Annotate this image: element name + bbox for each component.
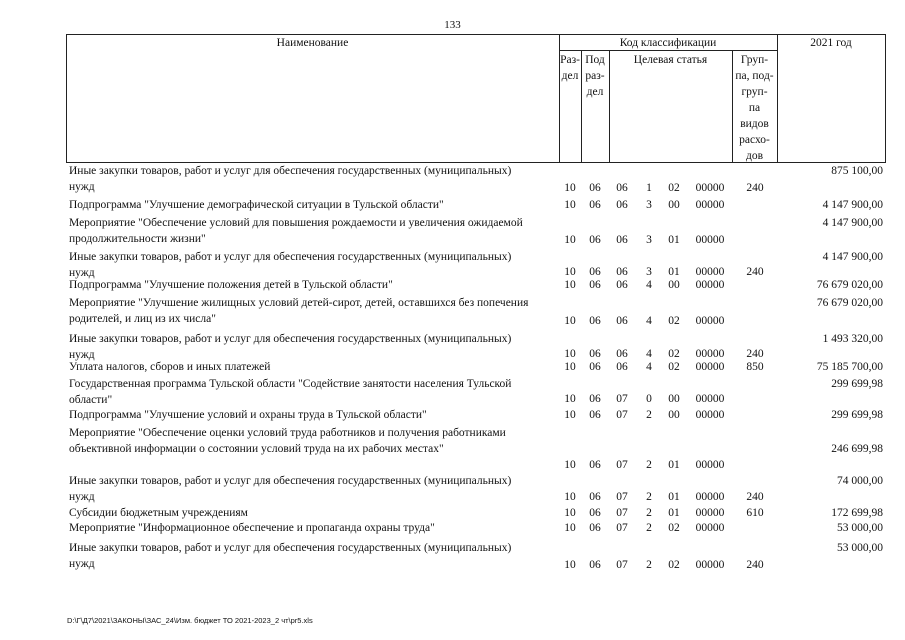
page-number: 133 [444,19,461,31]
row-code-p: 06 [589,315,601,327]
table-row [0,198,905,215]
row-name: Иные закупки товаров, работ и услуг для обеспечения государственных (муниципальных) нужд [69,251,512,279]
row-code-r: 10 [564,393,576,405]
row-code-d: 00000 [695,507,725,519]
row-code-c: 02 [668,315,680,327]
header-year: 2021 год [810,37,852,49]
row-code-d: 00000 [695,182,725,194]
row-amount: 299 699,98 [831,409,883,421]
header-divider [777,34,778,163]
table-header [0,34,905,163]
row-code-c: 02 [668,559,680,571]
row-code-p: 06 [589,491,601,503]
table-row [0,250,905,280]
row-amount: 4 147 900,00 [822,199,883,211]
row-amount: 76 679 020,00 [816,279,883,291]
row-code-a: 06 [616,279,628,291]
row-code-c: 01 [668,234,680,246]
row-code-b: 2 [646,491,652,503]
row-code-a: 07 [616,393,628,405]
row-code-p: 06 [589,199,601,211]
row-code-r: 10 [564,507,576,519]
row-code-r: 10 [564,315,576,327]
row-code-a: 06 [616,315,628,327]
row-code-c: 00 [668,409,680,421]
table-row [0,474,905,505]
row-code-a: 06 [616,234,628,246]
row-code-r: 10 [564,279,576,291]
row-code-p: 06 [589,361,601,373]
row-name: Мероприятие "Обеспечение оценки условий труда работников и получения работниками объективной информации о состоянии условий труда на их рабочих местах" [69,427,506,455]
row-code-c: 02 [668,361,680,373]
row-amount: 4 147 900,00 [822,217,883,229]
row-code-b: 4 [646,348,652,360]
row-code-b: 4 [646,361,652,373]
row-name: Иные закупки товаров, работ и услуг для обеспечения государственных (муниципальных) нужд [69,542,512,570]
row-name: Иные закупки товаров, работ и услуг для обеспечения государственных (муниципальных) нужд [69,333,512,361]
row-code-g: 240 [746,266,764,278]
row-code-d: 00000 [695,199,725,211]
table-row [0,377,905,407]
table-row [0,426,905,473]
row-name: Подпрограмма "Улучшение демографической ситуации в Тульской области" [69,199,444,211]
row-code-g: 850 [746,361,764,373]
table-row [0,408,905,425]
row-code-p: 06 [589,522,601,534]
row-code-r: 10 [564,361,576,373]
row-code-a: 06 [616,199,628,211]
row-code-g: 240 [746,491,764,503]
row-code-r: 10 [564,522,576,534]
row-name: Мероприятие "Улучшение жилищных условий детей-сирот, детей, оставшихся без попечения родителей, и лиц из их числа" [69,297,529,325]
row-code-b: 3 [646,234,652,246]
row-code-p: 06 [589,348,601,360]
row-code-a: 07 [616,459,628,471]
row-code-c: 01 [668,507,680,519]
row-code-b: 2 [646,409,652,421]
header-name: Наименование [276,37,349,49]
row-code-d: 00000 [695,266,725,278]
row-code-r: 10 [564,266,576,278]
row-code-b: 2 [646,559,652,571]
row-code-r: 10 [564,459,576,471]
row-name: Уплата налогов, сборов и иных платежей [69,361,271,373]
header-left-border [66,34,67,163]
row-code-d: 00000 [695,361,725,373]
row-code-p: 06 [589,409,601,421]
table-row [0,360,905,377]
row-code-d: 00000 [695,491,725,503]
header-right-border [885,34,886,163]
header-group: Груп- па, под- груп- па видов расхо- дов [735,54,774,162]
row-code-r: 10 [564,559,576,571]
row-code-g: 240 [746,348,764,360]
row-code-p: 06 [589,507,601,519]
header-podrazdel: Под раз- дел [585,54,605,98]
row-code-p: 06 [589,234,601,246]
table-row [0,506,905,521]
row-code-d: 00000 [695,459,725,471]
row-name: Подпрограмма "Улучшение условий и охраны труда в Тульской области" [69,409,427,421]
row-code-p: 06 [589,266,601,278]
table-row [0,332,905,362]
footer-path: D:\Г\Д7\2021\ЗАКОНЫ\ЗАС_24\Изм. бюджет ТО 2021-2023_2 чт\pr5.xls [67,616,313,625]
row-code-c: 02 [668,182,680,194]
row-code-d: 00000 [695,315,725,327]
row-code-d: 00000 [695,348,725,360]
row-name: Иные закупки товаров, работ и услуг для обеспечения государственных (муниципальных) нужд [69,475,512,503]
row-amount: 76 679 020,00 [816,297,883,309]
row-name: Мероприятие "Обеспечение условий для повышения рождаемости и увеличения ожидаемой продолжительности жизни" [69,217,523,245]
row-code-p: 06 [589,279,601,291]
row-code-d: 00000 [695,279,725,291]
header-code: Код классификации [619,37,717,49]
row-code-c: 00 [668,199,680,211]
row-code-b: 1 [646,182,652,194]
row-code-p: 06 [589,182,601,194]
row-code-d: 00000 [695,393,725,405]
row-code-b: 4 [646,315,652,327]
row-amount: 75 185 700,00 [816,361,883,373]
row-code-g: 610 [746,507,764,519]
row-code-c: 02 [668,348,680,360]
row-code-b: 3 [646,199,652,211]
table-row [0,296,905,329]
row-code-c: 01 [668,266,680,278]
header-razdel: Раз- дел [560,54,580,82]
row-code-a: 07 [616,491,628,503]
row-code-b: 2 [646,522,652,534]
row-name: Субсидии бюджетным учреждениям [69,507,248,519]
row-name: Подпрограмма "Улучшение положения детей в Тульской области" [69,279,393,291]
row-amount: 4 147 900,00 [822,251,883,263]
table-row [0,278,905,295]
row-code-r: 10 [564,491,576,503]
row-code-c: 00 [668,279,680,291]
row-name: Мероприятие "Информационное обеспечение и пропаганда охраны труда" [69,522,435,534]
row-amount: 875 100,00 [831,165,883,177]
row-amount: 299 699,98 [831,378,883,390]
row-amount: 246 699,98 [831,443,883,455]
row-code-a: 06 [616,266,628,278]
row-code-b: 4 [646,279,652,291]
row-code-c: 01 [668,491,680,503]
row-code-p: 06 [589,559,601,571]
row-amount: 53 000,00 [837,522,883,534]
row-code-c: 01 [668,459,680,471]
row-code-a: 07 [616,559,628,571]
row-code-d: 00000 [695,522,725,534]
row-code-b: 2 [646,459,652,471]
row-code-r: 10 [564,348,576,360]
row-code-c: 02 [668,522,680,534]
row-code-a: 06 [616,348,628,360]
row-name: Иные закупки товаров, работ и услуг для обеспечения государственных (муниципальных) нужд [69,165,512,193]
row-amount: 53 000,00 [837,542,883,554]
header-target: Целевая статья [633,54,708,66]
row-code-a: 07 [616,507,628,519]
row-code-d: 00000 [695,234,725,246]
row-code-d: 00000 [695,409,725,421]
row-code-b: 0 [646,393,652,405]
table-row [0,164,905,196]
row-amount: 74 000,00 [837,475,883,487]
row-code-r: 10 [564,409,576,421]
row-code-b: 2 [646,507,652,519]
row-amount: 172 699,98 [831,507,883,519]
row-code-d: 00000 [695,559,725,571]
row-code-r: 10 [564,234,576,246]
row-code-g: 240 [746,559,764,571]
row-code-a: 06 [616,182,628,194]
row-name: Государственная программа Тульской области "Содействие занятости населения Тульской области" [69,378,512,406]
table-row [0,216,905,248]
row-code-g: 240 [746,182,764,194]
row-code-b: 3 [646,266,652,278]
row-amount: 1 493 320,00 [822,333,883,345]
row-code-r: 10 [564,182,576,194]
table-row [0,521,905,538]
row-code-r: 10 [564,199,576,211]
row-code-a: 07 [616,522,628,534]
row-code-p: 06 [589,393,601,405]
row-code-a: 07 [616,409,628,421]
table-row [0,541,905,573]
row-code-p: 06 [589,459,601,471]
row-code-a: 06 [616,361,628,373]
row-code-c: 00 [668,393,680,405]
